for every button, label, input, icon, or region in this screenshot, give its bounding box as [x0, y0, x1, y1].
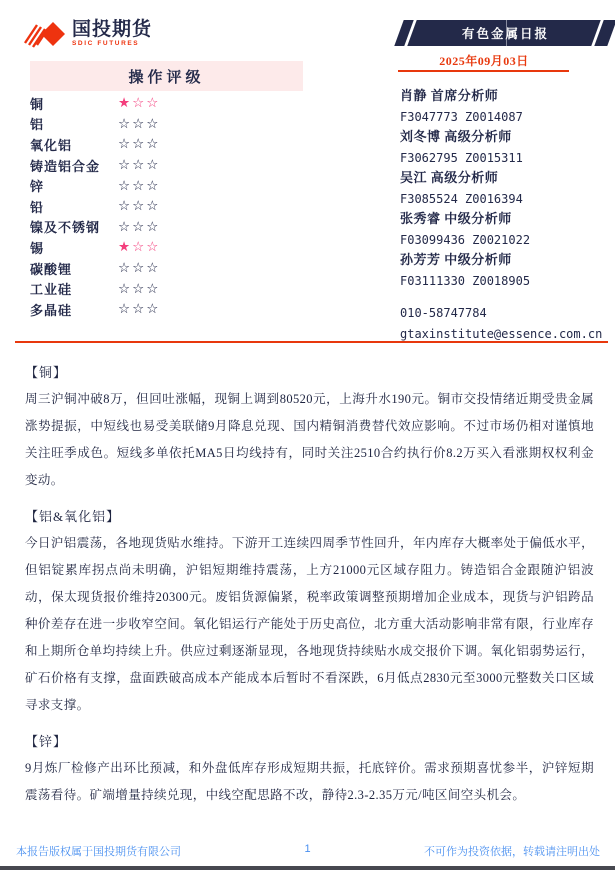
- rating-stars: ☆☆☆: [118, 136, 161, 153]
- analyst-name: 吴江 高级分析师: [400, 170, 499, 185]
- rating-commodity-label: 铸造铝合金: [30, 158, 101, 174]
- ratings-panel-title: 操作评级: [30, 61, 303, 91]
- rating-stars: ☆☆☆: [118, 177, 161, 194]
- ratings-list: [30, 93, 305, 320]
- commentary-sections: [25, 350, 594, 809]
- rating-commodity-label: 多晶硅: [30, 302, 73, 318]
- date-underline: [398, 70, 569, 72]
- analyst-name: 刘冬博 高级分析师: [400, 129, 512, 144]
- analyst-entry: [400, 209, 615, 250]
- report-title: 有色金属日报: [461, 27, 549, 41]
- rating-row: [30, 155, 305, 176]
- rating-row: [30, 93, 305, 114]
- rating-commodity-label: 铝: [30, 117, 45, 133]
- rating-row: [30, 114, 305, 135]
- rating-stars: ★☆☆: [118, 239, 161, 256]
- contact-email: gtaxinstitute@essence.com.cn: [400, 327, 603, 341]
- analyst-name: 肖静 首席分析师: [400, 88, 499, 103]
- brand-text: [72, 20, 152, 48]
- rating-row: [30, 175, 305, 196]
- analyst-name: 孙芳芳 中级分析师: [400, 252, 512, 267]
- red-separator-line: [15, 341, 608, 343]
- analyst-entry: [400, 127, 615, 168]
- analyst-license-code: F03111330 Z0018905: [400, 273, 531, 288]
- commentary-section: [25, 731, 594, 809]
- rating-stars: ☆☆☆: [118, 157, 161, 174]
- analyst-license-code: F3085524 Z0016394: [400, 191, 523, 206]
- rating-stars: ☆☆☆: [118, 280, 161, 297]
- report-title-banner: [399, 20, 612, 46]
- rating-row: [30, 258, 305, 279]
- brand-logo-mark-icon: [24, 16, 66, 52]
- rating-row: [30, 299, 305, 320]
- analyst-license-code: F3062795 Z0015311: [400, 150, 523, 165]
- analyst-entry: [400, 250, 615, 291]
- rating-commodity-label: 氧化铝: [30, 137, 73, 153]
- section-body: 周三沪铜冲破8万，但回吐涨幅，现铜上调到80520元，上海升水190元。铜市交投情绪近期受贵金属涨势提振，中短线也易受美联储9月降息兑现、国内精铜消费替代效应影响。不过市场仍相对谨慎地关注旺季成色。短线多单依托MA5日均线持有，同时关注2510合约执行价8.2万买入看涨期权权利金变动。: [25, 392, 594, 487]
- commentary-section: [25, 362, 594, 494]
- brand-name-cn: 国投期货: [72, 19, 153, 41]
- section-body: 今日沪铝震荡，各地现货贴水维持。下游开工连续四周季节性回升，年内库存大概率处于偏低水平，但铝锭累库拐点尚未明确，沪铝短期维持震荡，上方21000元区域存阻力。铸造铝合金跟随沪铝波动，保太现货报价维持20300元。废铝货源偏紧，税率政策调整预期增加企业成本，现货与沪铝跨品种价差存在进一步收窄空间。氧化铝运行产能处于历史高位，北方重大活动影响非常有限，行业库存和上期所仓单均持续上升。供应过剩逐渐显现，各地现货持续贴水成交报价下调。氧化铝弱势运行，矿石价格有支撑，盘面跌破高成本产能成本后暂时不看深跌，6月低点2830元至3000元整数关口区域寻求支撑。: [25, 536, 594, 712]
- analyst-list: [400, 86, 615, 291]
- rating-commodity-label: 锡: [30, 240, 45, 256]
- analyst-name: 张秀睿 中级分析师: [400, 211, 512, 226]
- brand-name-en: SDIC FUTURES: [72, 40, 140, 48]
- rating-stars: ☆☆☆: [118, 260, 161, 277]
- section-body: 9月炼厂检修产出环比预减，和外盘低库存形成短期共振，托底锌价。需求预期喜忧参半，沪锌短期震荡看待。矿端增量持续兑现，中线空配思路不改，静待2.3-2.35万元/吨区间空头机会。: [25, 761, 594, 802]
- rating-stars: ☆☆☆: [118, 218, 161, 235]
- analyst-entry: [400, 86, 615, 127]
- rating-commodity-label: 镍及不锈钢: [30, 220, 101, 236]
- rating-row: [30, 217, 305, 238]
- footer-page-number: 1: [304, 843, 311, 855]
- rating-commodity-label: 锌: [30, 179, 45, 195]
- report-date: 2025年09月03日: [439, 54, 529, 68]
- rating-row: [30, 134, 305, 155]
- rating-row: [30, 278, 305, 299]
- brand-logo: [24, 16, 152, 52]
- rating-commodity-label: 铜: [30, 96, 45, 112]
- rating-stars: ★☆☆: [118, 95, 161, 112]
- section-heading: 【铜】: [25, 365, 68, 380]
- section-heading: 【铝&氧化铝】: [25, 509, 121, 524]
- rating-stars: ☆☆☆: [118, 198, 161, 215]
- rating-stars: ☆☆☆: [118, 301, 161, 318]
- footer-disclaimer: 不可作为投资依据，转载请注明出处: [424, 846, 600, 858]
- rating-row: [30, 196, 305, 217]
- rating-commodity-label: 铅: [30, 199, 45, 215]
- contact-block: [400, 303, 615, 345]
- bottom-edge-bar: [0, 866, 615, 870]
- analyst-entry: [400, 168, 615, 209]
- section-heading: 【锌】: [25, 734, 68, 749]
- page-footer: [0, 843, 615, 861]
- footer-copyright: 本报告版权属于国投期货有限公司: [16, 846, 181, 858]
- commentary-section: [25, 506, 594, 719]
- rating-row: [30, 237, 305, 258]
- rating-commodity-label: 工业硅: [30, 282, 73, 298]
- contact-phone: 010-58747784: [400, 306, 487, 320]
- rating-stars: ☆☆☆: [118, 115, 161, 132]
- analyst-license-code: F3047773 Z0014087: [400, 109, 523, 124]
- rating-commodity-label: 碳酸锂: [30, 261, 73, 277]
- analyst-license-code: F03099436 Z0021022: [400, 232, 531, 247]
